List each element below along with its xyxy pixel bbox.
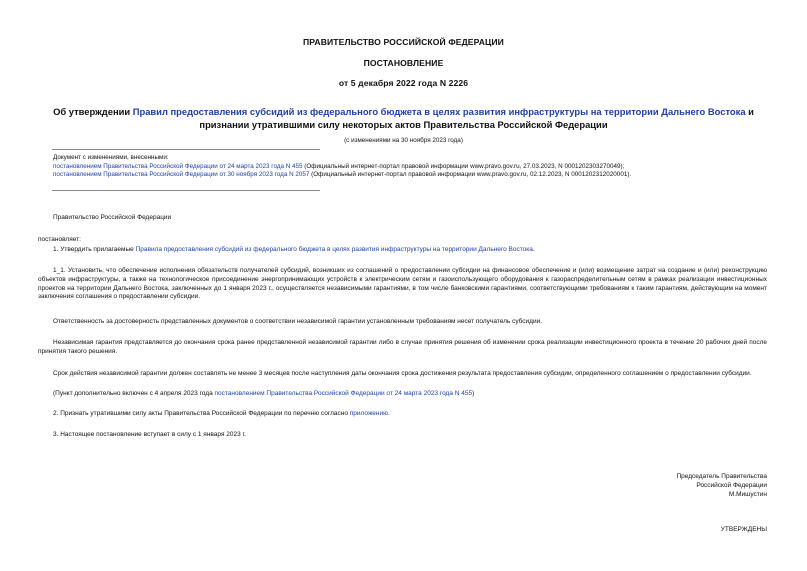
p1-suffix: .	[532, 246, 535, 253]
paragraph-responsibility: Ответственность за достоверность представленных документов о соответствии независимой гарантии установленным требованиям несет получатель субсидии.	[53, 318, 543, 325]
document-date-number: от 5 декабря 2022 года N 2226	[338, 78, 469, 88]
added-link-455[interactable]: постановлением Правительства Российской Федерации от 24 марта 2023 года N 455	[214, 390, 473, 397]
paragraph-2	[38, 410, 767, 419]
signature-name: М.Мишустин	[728, 490, 767, 498]
change-link-455[interactable]: постановлением Правительства Российской Федерации от 24 марта 2023 года N 455	[53, 162, 303, 170]
government-heading: ПРАВИТЕЛЬСТВО РОССИЙСКОЙ ФЕДЕРАЦИИ	[303, 37, 504, 47]
added-suffix: )	[472, 390, 475, 397]
approved-label: УТВЕРЖДЕНЫ	[720, 526, 767, 533]
p1-prefix: 1. Утвердить прилагаемые	[53, 246, 136, 253]
changes-label: Документ с изменениями, внесенными:	[53, 154, 169, 161]
added-prefix: (Пункт дополнительно включен с 4 апреля 2023 года	[53, 390, 215, 397]
change-text: (Официальный интернет-портал правовой информации www.pravo.gov.ru, 27.03.2023, N 0001202303270049);	[302, 162, 625, 170]
document-title	[30, 105, 777, 131]
paragraph-1-1: 1_1. Установить, что обеспечение исполнения обязательств получателей субсидий, возникших из соглашений о предоставлении субсидии на финансовое обеспечение и (или) возмещение затрат на создание и (или) реконструкцию объектов инфраструктуры, а также на технологическое присоединение энергопринимающих устройств к электрическим сетям и газоиспользующего оборудования к газораспределительным сетям в рамках реализации инвестиционных проектов на территории Дальнего Востока, заключенных до 1 января 2023 г., осуществляется независимыми гарантиями, в том числе банковскими гарантиями, соответствующими требованиям к таким гарантиям, действующим на момент заключения соглашения о предоставлении субсидии.	[38, 267, 767, 301]
p2-prefix: 2. Признать утратившими силу акты Правительства Российской Федерации по перечню согласно	[53, 410, 350, 417]
paragraph-3: 3. Настоящее постановление вступает в силу с 1 января 2023 г.	[53, 431, 246, 438]
changes-block	[53, 154, 793, 180]
p2-appendix-link[interactable]: приложению	[349, 410, 388, 417]
change-link-2057[interactable]: постановлением Правительства Российской Федерации от 30 ноября 2023 года N 2057	[53, 171, 310, 179]
change-item	[53, 171, 793, 180]
signature-org: Российской Федерации	[696, 481, 767, 489]
signature-block	[676, 473, 767, 499]
revision-note: (с изменениями на 30 ноября 2023 года)	[344, 137, 463, 144]
paragraph-added-note	[38, 390, 767, 399]
document-type: ПОСТАНОВЛЕНИЕ	[363, 58, 444, 68]
p2-suffix: .	[388, 410, 390, 417]
title-suffix: и признании утратившими силу некоторых актов Правительства Российской Федерации	[199, 106, 754, 130]
changes-bottom-rule	[52, 190, 320, 191]
change-text: (Официальный интернет-портал правовой информации www.pravo.gov.ru, 02.12.2023, N 0001202312020001).	[309, 171, 632, 179]
changes-top-rule	[52, 149, 320, 150]
signature-title: Председатель Правительства	[676, 473, 767, 480]
paragraph-guarantee-term: Срок действия независимой гарантии должен составлять не менее 3 месяцев после наступления даты окончания срока достижения результата предоставления субсидии, определенного соглашением о предоставлении субсидии.	[53, 370, 752, 377]
change-item	[53, 163, 793, 172]
government-line: Правительство Российской Федерации	[53, 214, 172, 221]
title-rules-link[interactable]: Правил предоставления субсидий из федерального бюджета в целях развития инфраструктуры на территории Дальнего Востока	[132, 106, 746, 117]
decides-line: постановляет:	[38, 236, 81, 243]
title-prefix: Об утверждении	[53, 106, 133, 117]
paragraph-independent-guarantee: Независимая гарантия представляется до окончания срока ранее представленной независимой гарантии либо в случае принятия решения об изменении срока реализации инвестиционного проекта в течение 20 рабочих дней после принятия такого решения.	[38, 339, 767, 355]
p1-rules-link[interactable]: Правила предоставления субсидий из федерального бюджета в целях развития инфраструктуры на территории Дальнего Востока	[135, 246, 533, 253]
paragraph-1	[38, 246, 767, 255]
